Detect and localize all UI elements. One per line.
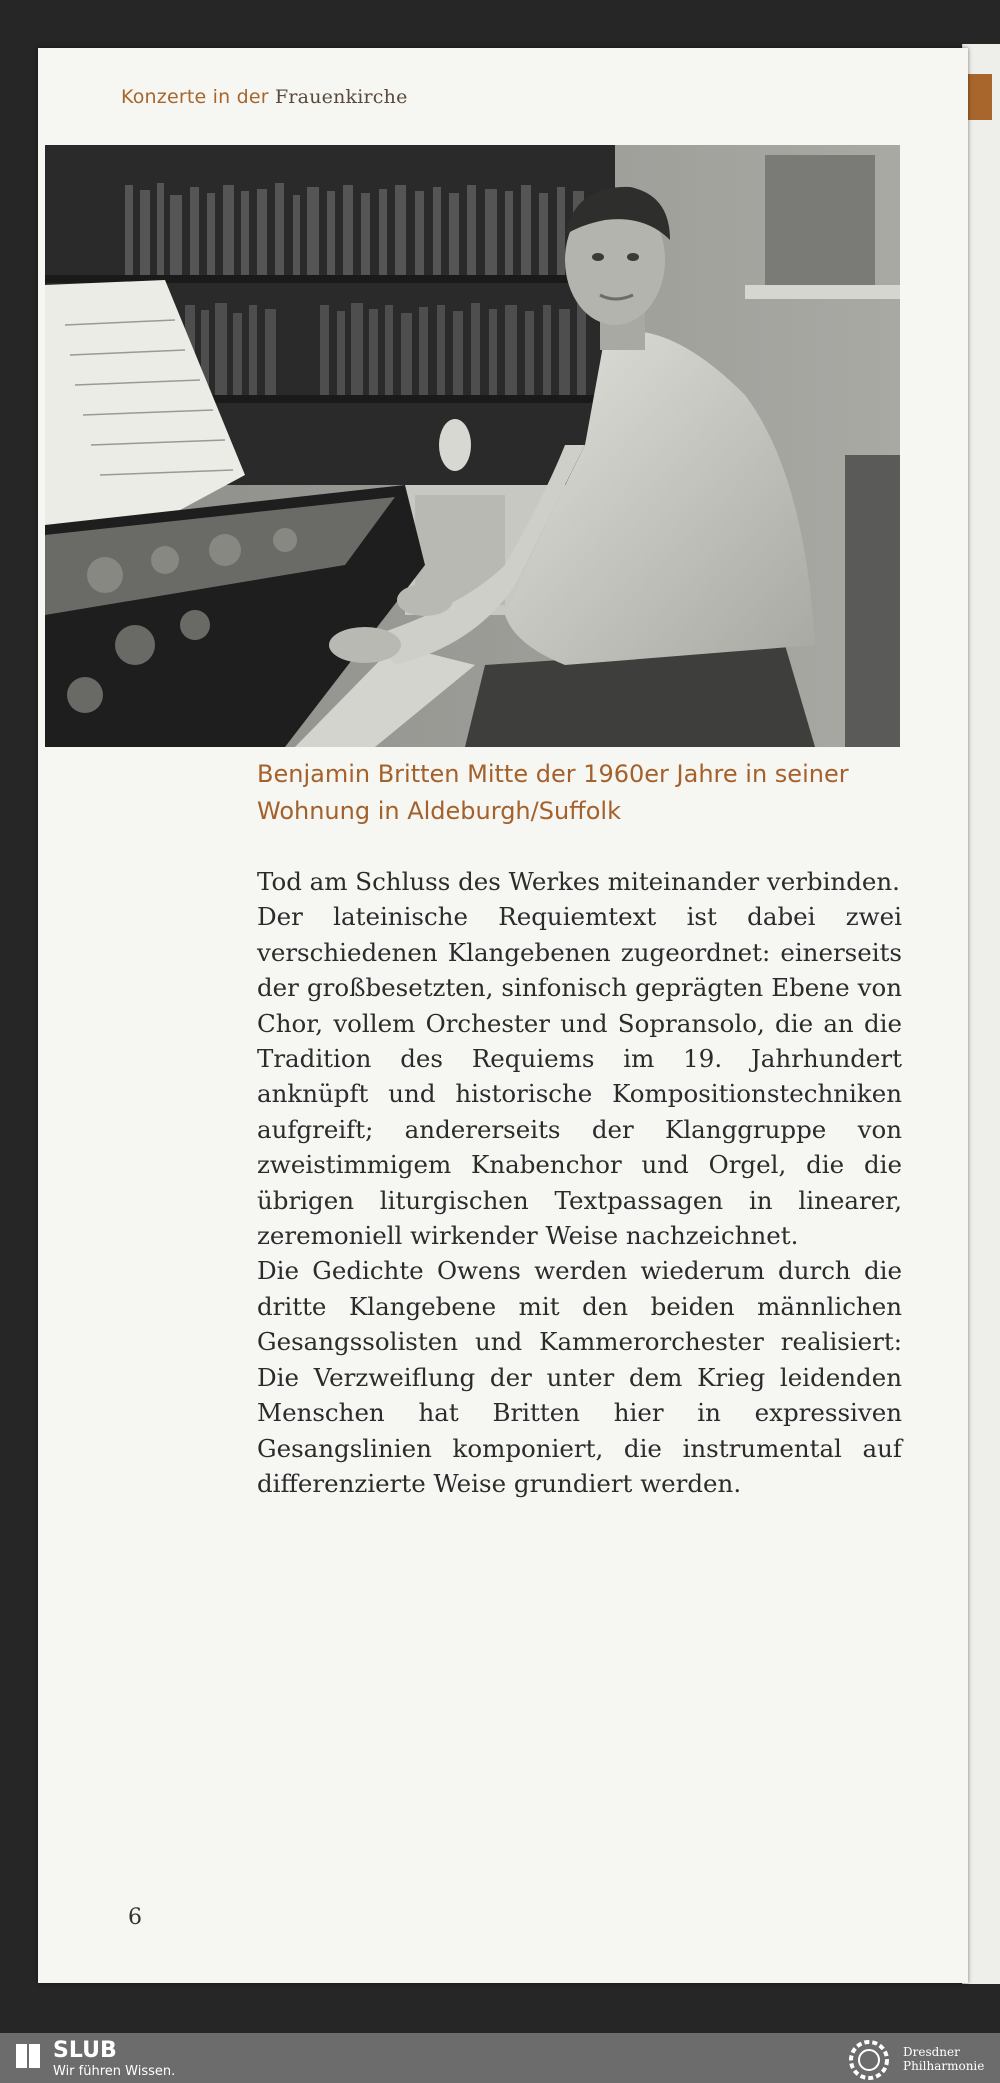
- venue-label: Frauenkirche: [275, 86, 408, 108]
- photo-caption: [257, 756, 907, 830]
- series-label: Konzerte in der: [121, 86, 269, 108]
- library-tagline: Wir führen Wissen.: [53, 2064, 176, 2079]
- britten-photo: [45, 145, 900, 747]
- philharmonie-logo-icon[interactable]: [842, 2037, 896, 2083]
- photo-illustration: [45, 145, 900, 747]
- paragraph-2: Der lateinische Requiemtext ist dabei zwei verschiedenen Klangebenen zugeordnet: einerseits der großbesetzten, sinfonisch geprägten Ebene von Chor, vollem Orchester und Sopransolo, die an die Tradition des Requiems im 19. Jahrhundert anknüpft und historische Kompositionstechniken aufgreift; andererseits der Klanggruppe von zweistimmigem Knabenchor und Orgel, die die übrigen liturgischen Textpassagen in linearer, zeremoniell wirkender Weise nachzeichnet.: [257, 902, 902, 1251]
- page-number: 6: [128, 1905, 142, 1930]
- paragraph-3: Die Gedichte Owens werden wiederum durch die dritte Klangebene mit den beiden männlichen Gesangssolisten und Kammerorchester realisiert: Die Verzweiflung der unter dem Krieg leidenden Menschen hat Britten hier in expressiven Gesangslinien komponiert, die instrumental auf differenzierte Weise grundiert werden.: [257, 1256, 902, 1498]
- book-icon: [14, 2040, 44, 2072]
- body-text: [257, 864, 902, 1501]
- philharmonie-name[interactable]: [903, 2045, 984, 2073]
- running-header: [121, 86, 408, 108]
- caption-line-2: Wohnung in Aldeburgh/Suffolk: [257, 797, 621, 825]
- philharmonie-line-1: Dresdner: [903, 2045, 960, 2059]
- philharmonie-line-2: Philharmonie: [903, 2059, 985, 2073]
- caption-line-1: Benjamin Britten Mitte der 1960er Jahre in seiner: [257, 760, 849, 788]
- paragraph-1: Tod am Schluss des Werkes miteinander verbinden.: [257, 867, 900, 896]
- library-name[interactable]: SLUB: [53, 2038, 117, 2063]
